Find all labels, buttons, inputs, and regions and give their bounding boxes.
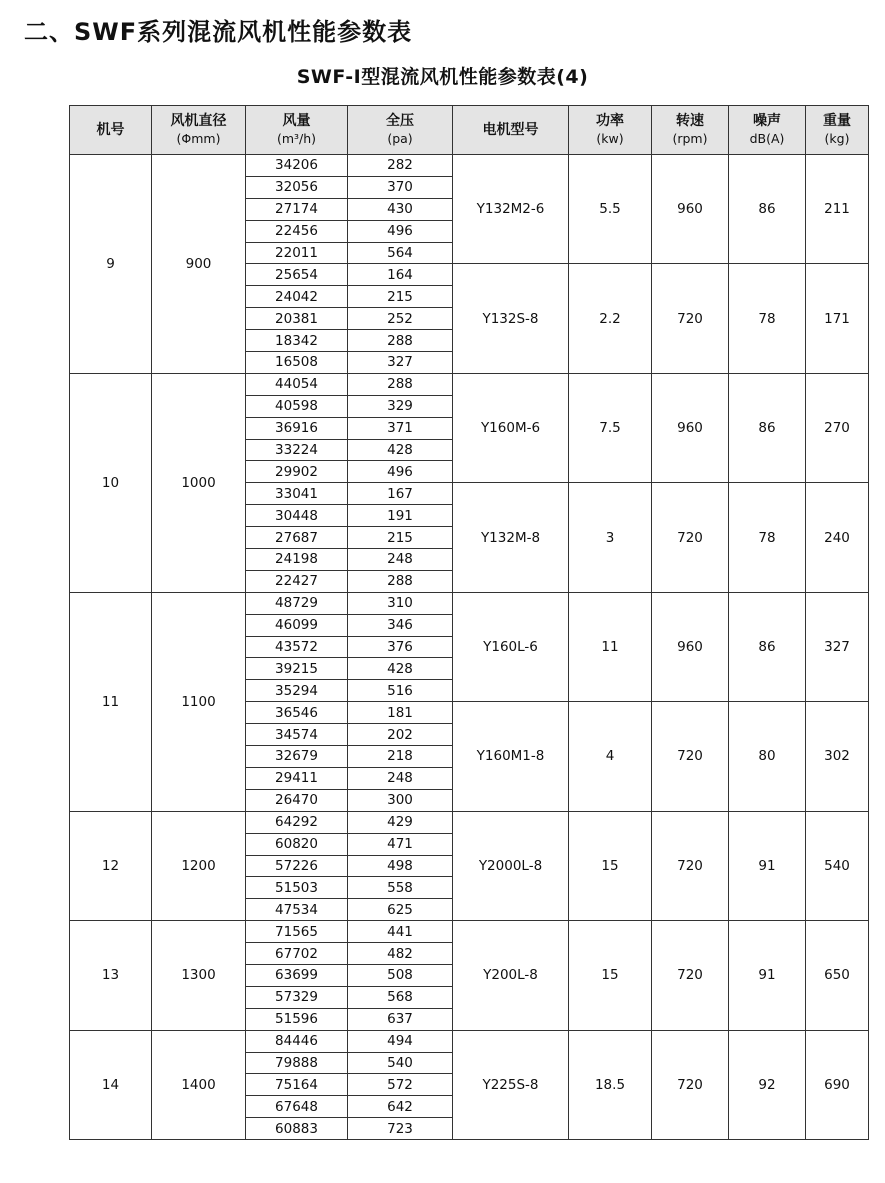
airflow-cell: 29902 (246, 461, 348, 483)
column-header (652, 106, 729, 155)
weight-cell: 327 (806, 592, 869, 701)
performance-table (69, 105, 869, 1140)
power-cell: 18.5 (569, 1030, 652, 1139)
pressure-cell: 327 (348, 352, 453, 374)
weight-cell: 270 (806, 373, 869, 482)
fan-diameter-cell: 900 (152, 155, 246, 374)
pressure-cell: 558 (348, 877, 453, 899)
pressure-cell: 441 (348, 921, 453, 943)
noise-cell: 78 (729, 264, 806, 373)
pressure-cell: 516 (348, 680, 453, 702)
pressure-cell: 625 (348, 899, 453, 921)
motor-model-cell: Y132M2-6 (453, 155, 569, 264)
airflow-cell: 24198 (246, 549, 348, 571)
airflow-cell: 71565 (246, 921, 348, 943)
motor-model-cell: Y132S-8 (453, 264, 569, 373)
fan-diameter-cell: 1300 (152, 921, 246, 1030)
motor-model-cell: Y225S-8 (453, 1030, 569, 1139)
pressure-cell: 496 (348, 461, 453, 483)
column-header (152, 106, 246, 155)
column-header-label: 重量 (823, 113, 851, 129)
motor-model-cell: Y200L-8 (453, 921, 569, 1030)
weight-cell: 211 (806, 155, 869, 264)
column-header (70, 106, 152, 155)
airflow-cell: 22456 (246, 220, 348, 242)
pressure-cell: 252 (348, 308, 453, 330)
pressure-cell: 300 (348, 789, 453, 811)
fan-diameter-cell: 1400 (152, 1030, 246, 1139)
airflow-cell: 16508 (246, 352, 348, 374)
airflow-cell: 18342 (246, 330, 348, 352)
column-header-label: 转速 (676, 113, 704, 129)
airflow-cell: 29411 (246, 767, 348, 789)
airflow-cell: 51596 (246, 1008, 348, 1030)
motor-model-cell: Y160M1-8 (453, 702, 569, 811)
column-header-unit: (kg) (824, 131, 850, 146)
fan-diameter-cell: 1100 (152, 592, 246, 811)
pressure-cell: 346 (348, 614, 453, 636)
airflow-cell: 36546 (246, 702, 348, 724)
noise-cell: 86 (729, 155, 806, 264)
pressure-cell: 370 (348, 176, 453, 198)
pressure-cell: 428 (348, 658, 453, 680)
power-cell: 4 (569, 702, 652, 811)
airflow-cell: 24042 (246, 286, 348, 308)
pressure-cell: 471 (348, 833, 453, 855)
airflow-cell: 60820 (246, 833, 348, 855)
page-heading: 二、SWF系列混流风机性能参数表 (24, 18, 413, 46)
pressure-cell: 248 (348, 549, 453, 571)
motor-model-cell: Y160L-6 (453, 592, 569, 701)
fan-diameter-cell: 1200 (152, 811, 246, 920)
table-row (70, 155, 869, 177)
fan-model-cell: 12 (70, 811, 152, 920)
airflow-cell: 51503 (246, 877, 348, 899)
fan-model-cell: 11 (70, 592, 152, 811)
speed-cell: 720 (652, 702, 729, 811)
airflow-cell: 26470 (246, 789, 348, 811)
column-header-label: 风机直径 (170, 113, 227, 129)
pressure-cell: 568 (348, 986, 453, 1008)
motor-model-cell: Y160M-6 (453, 373, 569, 482)
pressure-cell: 167 (348, 483, 453, 505)
airflow-cell: 57329 (246, 986, 348, 1008)
airflow-cell: 67702 (246, 943, 348, 965)
airflow-cell: 79888 (246, 1052, 348, 1074)
pressure-cell: 371 (348, 417, 453, 439)
airflow-cell: 36916 (246, 417, 348, 439)
airflow-cell: 27687 (246, 527, 348, 549)
pressure-cell: 181 (348, 702, 453, 724)
pressure-cell: 496 (348, 220, 453, 242)
airflow-cell: 63699 (246, 964, 348, 986)
pressure-cell: 310 (348, 592, 453, 614)
airflow-cell: 39215 (246, 658, 348, 680)
airflow-cell: 47534 (246, 899, 348, 921)
pressure-cell: 376 (348, 636, 453, 658)
fan-model-cell: 13 (70, 921, 152, 1030)
pressure-cell: 482 (348, 943, 453, 965)
pressure-cell: 288 (348, 330, 453, 352)
speed-cell: 960 (652, 155, 729, 264)
airflow-cell: 84446 (246, 1030, 348, 1052)
weight-cell: 690 (806, 1030, 869, 1139)
speed-cell: 720 (652, 483, 729, 592)
weight-cell: 302 (806, 702, 869, 811)
pressure-cell: 430 (348, 198, 453, 220)
airflow-cell: 40598 (246, 395, 348, 417)
airflow-cell: 67648 (246, 1096, 348, 1118)
airflow-cell: 35294 (246, 680, 348, 702)
column-header (729, 106, 806, 155)
airflow-cell: 46099 (246, 614, 348, 636)
pressure-cell: 329 (348, 395, 453, 417)
table-row (70, 1030, 869, 1052)
speed-cell: 720 (652, 264, 729, 373)
pressure-cell: 282 (348, 155, 453, 177)
pressure-cell: 215 (348, 286, 453, 308)
table-body (70, 155, 869, 1140)
noise-cell: 91 (729, 921, 806, 1030)
pressure-cell: 637 (348, 1008, 453, 1030)
table-row (70, 921, 869, 943)
column-header-label: 电机型号 (482, 122, 539, 138)
power-cell: 2.2 (569, 264, 652, 373)
pressure-cell: 202 (348, 724, 453, 746)
airflow-cell: 34574 (246, 724, 348, 746)
airflow-cell: 33224 (246, 439, 348, 461)
pressure-cell: 494 (348, 1030, 453, 1052)
pressure-cell: 288 (348, 570, 453, 592)
column-header-unit: (Φmm) (176, 131, 221, 146)
pressure-cell: 429 (348, 811, 453, 833)
speed-cell: 720 (652, 1030, 729, 1139)
pressure-cell: 215 (348, 527, 453, 549)
column-header-label: 噪声 (753, 113, 781, 129)
noise-cell: 78 (729, 483, 806, 592)
pressure-cell: 248 (348, 767, 453, 789)
speed-cell: 720 (652, 811, 729, 920)
pressure-cell: 723 (348, 1118, 453, 1140)
airflow-cell: 57226 (246, 855, 348, 877)
airflow-cell: 75164 (246, 1074, 348, 1096)
column-header (806, 106, 869, 155)
fan-model-cell: 10 (70, 373, 152, 592)
table-title: SWF-I型混流风机性能参数表(4) (296, 66, 589, 88)
noise-cell: 86 (729, 592, 806, 701)
airflow-cell: 25654 (246, 264, 348, 286)
airflow-cell: 20381 (246, 308, 348, 330)
table-row (70, 811, 869, 833)
airflow-cell: 22011 (246, 242, 348, 264)
column-header (348, 106, 453, 155)
speed-cell: 960 (652, 373, 729, 482)
noise-cell: 92 (729, 1030, 806, 1139)
fan-model-cell: 9 (70, 155, 152, 374)
power-cell: 3 (569, 483, 652, 592)
pressure-cell: 428 (348, 439, 453, 461)
airflow-cell: 48729 (246, 592, 348, 614)
column-header-unit: (kw) (596, 131, 624, 146)
pressure-cell: 218 (348, 746, 453, 768)
fan-model-cell: 14 (70, 1030, 152, 1139)
airflow-cell: 33041 (246, 483, 348, 505)
pressure-cell: 164 (348, 264, 453, 286)
airflow-cell: 34206 (246, 155, 348, 177)
noise-cell: 80 (729, 702, 806, 811)
column-header-unit: (m³/h) (276, 131, 317, 146)
speed-cell: 960 (652, 592, 729, 701)
pressure-cell: 540 (348, 1052, 453, 1074)
column-header-label: 风量 (282, 113, 311, 129)
noise-cell: 86 (729, 373, 806, 482)
column-header (569, 106, 652, 155)
motor-model-cell: Y2000L-8 (453, 811, 569, 920)
pressure-cell: 498 (348, 855, 453, 877)
pressure-cell: 564 (348, 242, 453, 264)
pressure-cell: 572 (348, 1074, 453, 1096)
airflow-cell: 44054 (246, 373, 348, 395)
pressure-cell: 191 (348, 505, 453, 527)
pressure-cell: 508 (348, 964, 453, 986)
airflow-cell: 43572 (246, 636, 348, 658)
column-header-unit: (rpm) (672, 131, 708, 146)
weight-cell: 240 (806, 483, 869, 592)
column-header-label: 功率 (596, 113, 624, 129)
motor-model-cell: Y132M-8 (453, 483, 569, 592)
column-header-unit: dB(A) (749, 131, 785, 146)
airflow-cell: 32056 (246, 176, 348, 198)
airflow-cell: 22427 (246, 570, 348, 592)
airflow-cell: 27174 (246, 198, 348, 220)
power-cell: 11 (569, 592, 652, 701)
table-row (70, 592, 869, 614)
weight-cell: 540 (806, 811, 869, 920)
fan-diameter-cell: 1000 (152, 373, 246, 592)
column-header (246, 106, 348, 155)
column-header-label: 机号 (96, 122, 125, 138)
pressure-cell: 642 (348, 1096, 453, 1118)
speed-cell: 720 (652, 921, 729, 1030)
power-cell: 15 (569, 811, 652, 920)
power-cell: 5.5 (569, 155, 652, 264)
airflow-cell: 60883 (246, 1118, 348, 1140)
column-header (453, 106, 569, 155)
column-header-unit: (pa) (387, 131, 413, 146)
column-header-label: 全压 (386, 113, 414, 129)
power-cell: 7.5 (569, 373, 652, 482)
airflow-cell: 30448 (246, 505, 348, 527)
noise-cell: 91 (729, 811, 806, 920)
weight-cell: 650 (806, 921, 869, 1030)
pressure-cell: 288 (348, 373, 453, 395)
weight-cell: 171 (806, 264, 869, 373)
table-row (70, 373, 869, 395)
airflow-cell: 32679 (246, 746, 348, 768)
header-row (70, 106, 869, 155)
airflow-cell: 64292 (246, 811, 348, 833)
power-cell: 15 (569, 921, 652, 1030)
